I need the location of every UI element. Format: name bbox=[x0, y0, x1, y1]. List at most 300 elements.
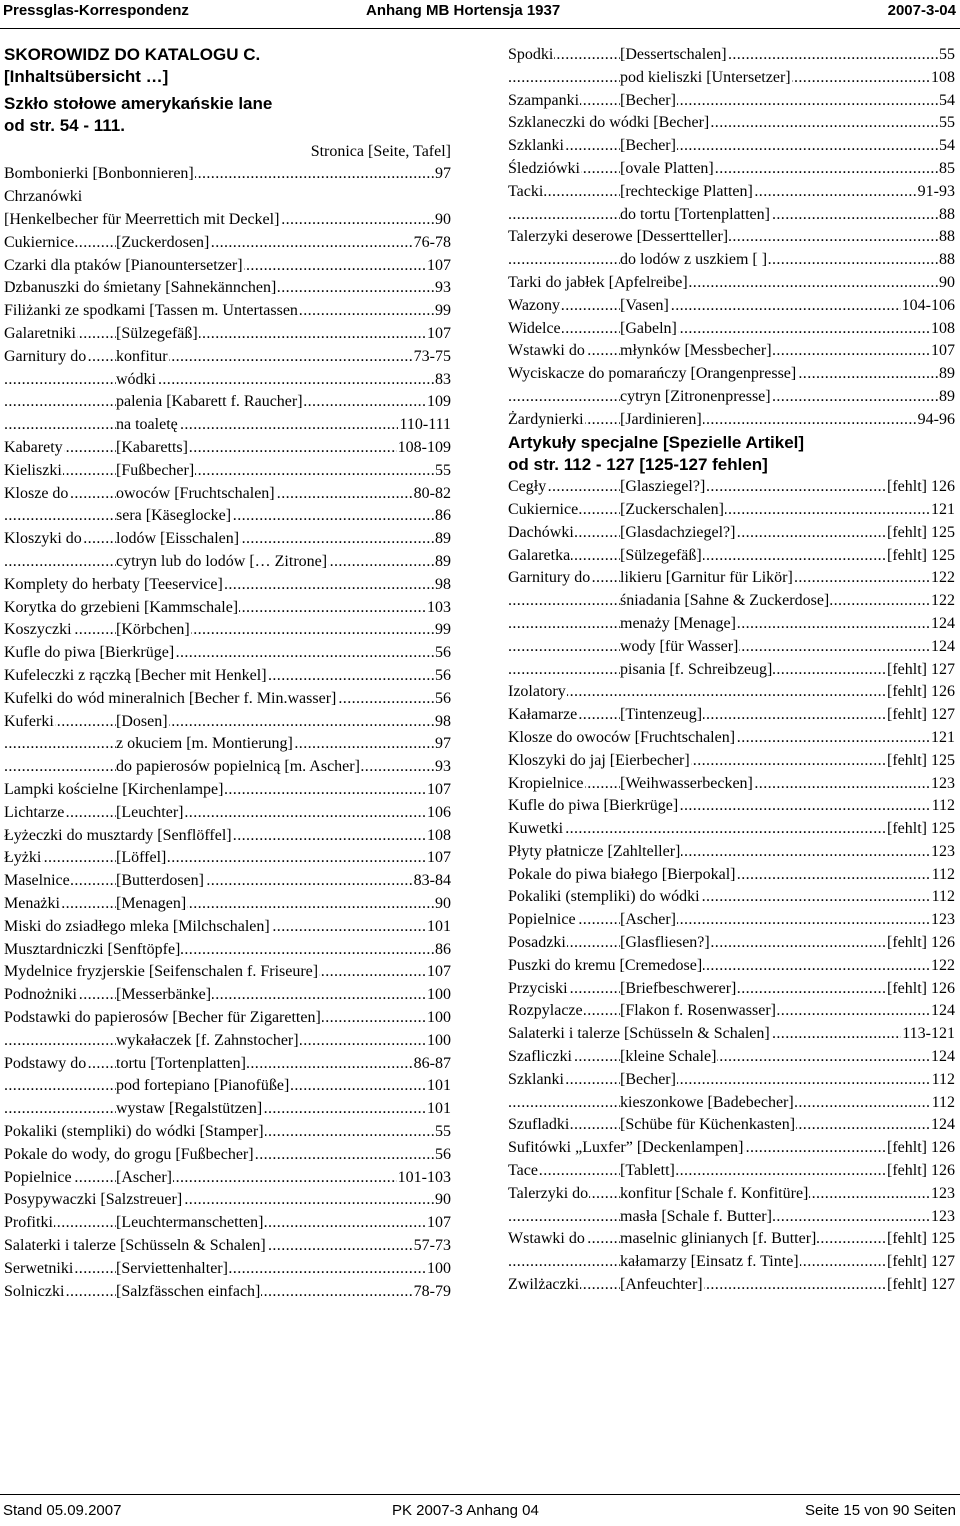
index-entry bbox=[508, 727, 955, 750]
entry-page-number: [fehlt] 125 bbox=[886, 1228, 955, 1251]
entry-subterm: [Messerbänke] bbox=[116, 984, 212, 1007]
index-entry bbox=[4, 483, 451, 506]
entry-page-number: 86-87 bbox=[413, 1053, 451, 1076]
index-entry bbox=[4, 688, 451, 711]
entry-subterm: ..... na toaletę bbox=[116, 414, 179, 437]
entry-subterm: [Jardinieren] bbox=[620, 409, 703, 432]
entry-term: ..... Łyżki bbox=[4, 847, 42, 870]
index-entry bbox=[508, 1206, 955, 1229]
entry-term: ..... Posadzki bbox=[508, 932, 567, 955]
entry-subterm: ..... masła [Schale f. Butter] bbox=[620, 1206, 773, 1229]
entry-page-number: 101 bbox=[426, 1075, 451, 1098]
index-entry bbox=[508, 1092, 955, 1115]
entry-page-number: 88 bbox=[938, 249, 955, 272]
entry-page-number: 123 bbox=[930, 841, 955, 864]
entry-subterm: [Menagen] bbox=[116, 893, 187, 916]
entry-term: ..... Pokaliki (stempliki) do wódki bbox=[508, 886, 701, 909]
entry-term: ..... Korytka do grzebieni [Kammschale] bbox=[4, 597, 239, 620]
entry-subterm: lodów [Eisschalen] bbox=[116, 528, 240, 551]
entry-page-number: 100 bbox=[426, 984, 451, 1007]
index-entry bbox=[4, 779, 451, 802]
index-entry bbox=[508, 1251, 955, 1274]
entry-subterm: [Becher] bbox=[620, 1069, 677, 1092]
entry-subterm: ..... wódki bbox=[116, 369, 157, 392]
entry-page-number: 90 bbox=[434, 1189, 451, 1212]
section-heading-special: Artykuły specjalne [Spezielle Artikel] od str. 112 - 127 [125-127 fehlen] bbox=[508, 432, 805, 474]
entry-term: ..... Kufle do piwa [Bierkrüge] bbox=[4, 642, 175, 665]
index-entry bbox=[4, 893, 451, 916]
index-entry bbox=[4, 369, 451, 392]
entry-term: ..... Talerzyki do bbox=[508, 1183, 589, 1206]
entry-subterm: ..... menaży [Menage] bbox=[620, 613, 737, 636]
index-entry bbox=[4, 1258, 451, 1281]
entry-subterm: [Zuckerschalen] bbox=[620, 499, 725, 522]
entry-page-number: 83 bbox=[434, 369, 451, 392]
entry-subterm: [kleine Schale] bbox=[620, 1046, 717, 1069]
index-entry bbox=[508, 704, 955, 727]
entry-term: ..... Lampki kościelne [Kirchenlampe] bbox=[4, 779, 224, 802]
index-entry bbox=[4, 1098, 451, 1121]
entry-subterm: ..... kałamarzy [Einsatz f. Tinte] bbox=[620, 1251, 800, 1274]
entry-subterm: [Glasdachziegel?] bbox=[620, 522, 736, 545]
entry-subterm: konfitur bbox=[116, 346, 169, 369]
entry-term: ..... Dachówki bbox=[508, 522, 575, 545]
entry-term: ..... Serwetniki bbox=[4, 1258, 74, 1281]
entry-subterm: [Butterdosen] bbox=[116, 870, 205, 893]
entry-term: ..... Wazony bbox=[508, 295, 561, 318]
index-entry bbox=[508, 818, 955, 841]
index-entry bbox=[4, 1030, 451, 1053]
entry-term: ..... Cegły bbox=[508, 476, 547, 499]
index-entry bbox=[508, 1160, 955, 1183]
entry-page-number: 78-79 bbox=[413, 1281, 451, 1304]
entry-page-number: 89 bbox=[434, 528, 451, 551]
entry-page-number: 91-93 bbox=[917, 181, 955, 204]
entry-term: ..... Talerzyki deserowe [Dessertteller] bbox=[508, 226, 729, 249]
index-entry bbox=[508, 1023, 955, 1046]
entry-page-number: 123 bbox=[930, 773, 955, 796]
index-entry bbox=[4, 756, 451, 779]
index-entry bbox=[4, 1281, 451, 1304]
index-entry bbox=[508, 567, 955, 590]
index-entry bbox=[4, 255, 451, 278]
entry-term: ..... Kufelki do wód mineralnich [Becher f. Min.wasser] bbox=[4, 688, 337, 711]
entry-page-number: 107 bbox=[930, 340, 955, 363]
index-entry bbox=[508, 750, 955, 773]
index-entry bbox=[508, 409, 955, 432]
index-entry bbox=[4, 1189, 451, 1212]
entry-page-number: 106 bbox=[426, 802, 451, 825]
index-entry bbox=[508, 1137, 955, 1160]
entry-subterm: [Löffel] bbox=[116, 847, 167, 870]
entry-term: ..... Podnożniki bbox=[4, 984, 78, 1007]
entry-subterm: ..... śniadania [Sahne & Zuckerdose] bbox=[620, 590, 830, 613]
index-entry bbox=[508, 1274, 955, 1297]
entry-term: ..... Podstawki do papierosów [Becher für Zigaretten] bbox=[4, 1007, 322, 1030]
entry-page-number: [fehlt] 125 bbox=[886, 818, 955, 841]
index-entry bbox=[508, 1069, 955, 1092]
entry-page-number: [fehlt] 127 bbox=[886, 1251, 955, 1274]
entry-subterm: [rechteckige Platten] bbox=[620, 181, 754, 204]
entry-subterm: [Dessertschalen] bbox=[620, 44, 728, 67]
index-entry bbox=[508, 1046, 955, 1069]
entry-term: ..... Kufeleczki z rączką [Becher mit Henkel] bbox=[4, 665, 268, 688]
entry-term: ..... Szklanki bbox=[508, 1069, 565, 1092]
index-entry bbox=[508, 1228, 955, 1251]
entry-term: ..... Żardynierki bbox=[508, 409, 585, 432]
index-list-left bbox=[4, 163, 451, 1303]
entry-page-number: 56 bbox=[434, 688, 451, 711]
index-entry bbox=[4, 916, 451, 939]
entry-page-number: 56 bbox=[434, 1144, 451, 1167]
entry-subterm: [Weihwasserbecken] bbox=[620, 773, 754, 796]
entry-subterm: konfitur [Schale f. Konfitüre] bbox=[620, 1183, 809, 1206]
entry-page-number: 93 bbox=[434, 277, 451, 300]
entry-subterm: [Schübe für Küchenkasten] bbox=[620, 1114, 796, 1137]
index-entry bbox=[4, 847, 451, 870]
entry-term: ..... Galaretka bbox=[508, 545, 571, 568]
header-center: Anhang MB Hortensja 1937 bbox=[366, 2, 561, 19]
entry-subterm: owoców [Fruchtschalen] bbox=[116, 483, 276, 506]
index-list-right-a bbox=[508, 44, 955, 432]
entry-term: ..... Kropielnice bbox=[508, 773, 585, 796]
index-entry bbox=[4, 323, 451, 346]
entry-page-number: 54 bbox=[938, 90, 955, 113]
entry-page-number: 55 bbox=[938, 112, 955, 135]
index-entry bbox=[508, 636, 955, 659]
index-entry bbox=[4, 1121, 451, 1144]
entry-page-number: 112 bbox=[931, 1092, 955, 1115]
entry-term: ..... Menażki bbox=[4, 893, 61, 916]
entry-term: ..... Szklanki bbox=[508, 135, 565, 158]
entry-page-number: 123 bbox=[930, 1183, 955, 1206]
entry-page-number: 94-96 bbox=[917, 409, 955, 432]
index-list-right-b bbox=[508, 476, 955, 1297]
entry-term: ..... Bombonierki [Bonbonnieren] bbox=[4, 163, 195, 186]
entry-term: ..... Widelce bbox=[508, 318, 562, 341]
entry-page-number: 107 bbox=[426, 255, 451, 278]
entry-term: ..... Płyty płatnicze [Zahlteller] bbox=[508, 841, 681, 864]
entry-term: ..... Tacki bbox=[508, 181, 544, 204]
entry-term: ..... Szafliczki bbox=[508, 1046, 573, 1069]
index-entry bbox=[508, 226, 955, 249]
index-entry bbox=[508, 363, 955, 386]
entry-term: ..... Przyciski bbox=[508, 978, 569, 1001]
entry-subterm: ..... pisania [f. Schreibzeug] bbox=[620, 659, 773, 682]
entry-page-number: 124 bbox=[930, 1046, 955, 1069]
left-column bbox=[4, 44, 451, 1303]
entry-term: ..... Cukiernice bbox=[508, 499, 579, 522]
footer-center: PK 2007-3 Anhang 04 bbox=[392, 1502, 539, 1519]
entry-subterm: ..... palenia [Kabarett f. Raucher] bbox=[116, 391, 304, 414]
entry-term: ..... Garnitury do bbox=[4, 346, 87, 369]
entry-subterm: [Anfeuchter] bbox=[620, 1274, 704, 1297]
entry-term: ..... Miski do zsiadłego mleka [Milchschalen] bbox=[4, 916, 271, 939]
entry-term: ..... Kabarety bbox=[4, 437, 64, 460]
index-entry bbox=[4, 232, 451, 255]
entry-term: ..... Galaretniki bbox=[4, 323, 77, 346]
entry-page-number: [fehlt] 126 bbox=[886, 1137, 955, 1160]
entry-page-number: 110-111 bbox=[398, 414, 451, 437]
entry-page-number: [fehlt] 125 bbox=[886, 545, 955, 568]
index-entry bbox=[508, 295, 955, 318]
entry-subterm: [Sülzegefäß] bbox=[620, 545, 703, 568]
entry-subterm: [Leuchtermanschetten] bbox=[116, 1212, 264, 1235]
entry-term: ..... Salaterki i talerze [Schüsseln & Schalen] bbox=[4, 1235, 267, 1258]
entry-subterm: [Körbchen] bbox=[116, 619, 191, 642]
entry-page-number: 90 bbox=[434, 893, 451, 916]
entry-page-number: 108 bbox=[930, 318, 955, 341]
entry-term: ..... Filiżanki ze spodkami [Tassen m. Untertassen bbox=[4, 300, 299, 323]
index-entry bbox=[4, 711, 451, 734]
entry-term: ..... Kałamarze bbox=[508, 704, 578, 727]
index-entry bbox=[4, 209, 451, 232]
index-entry bbox=[508, 44, 955, 67]
entry-page-number: [fehlt] 126 bbox=[886, 476, 955, 499]
entry-page-number: 122 bbox=[930, 955, 955, 978]
entry-page-number: 88 bbox=[938, 204, 955, 227]
entry-subterm: ..... kieszonkowe [Badebecher] bbox=[620, 1092, 795, 1115]
entry-term: ..... Śledziówki bbox=[508, 158, 581, 181]
index-entry bbox=[4, 870, 451, 893]
entry-page-number: 107 bbox=[426, 323, 451, 346]
entry-subterm: ..... do lodów z uszkiem [ ] bbox=[620, 249, 768, 272]
entry-page-number: 55 bbox=[434, 1121, 451, 1144]
index-entry bbox=[4, 642, 451, 665]
entry-page-number: 124 bbox=[930, 1114, 955, 1137]
index-entry bbox=[4, 619, 451, 642]
index-entry bbox=[4, 1075, 451, 1098]
entry-page-number: [fehlt] 125 bbox=[886, 750, 955, 773]
entry-term: ..... Izolatory bbox=[508, 681, 567, 704]
entry-term: ..... Zwilżaczki bbox=[508, 1274, 580, 1297]
index-entry bbox=[4, 733, 451, 756]
entry-page-number: 97 bbox=[434, 163, 451, 186]
entry-term: ..... [Henkelbecher für Meerrettich mit Deckel] bbox=[4, 209, 280, 232]
index-entry bbox=[4, 802, 451, 825]
entry-page-number: 112 bbox=[931, 886, 955, 909]
entry-page-number: [fehlt] 126 bbox=[886, 978, 955, 1001]
index-entry bbox=[508, 272, 955, 295]
entry-page-number: 108-109 bbox=[397, 437, 451, 460]
entry-page-number: 54 bbox=[938, 135, 955, 158]
entry-page-number: [fehlt] 127 bbox=[886, 659, 955, 682]
index-entry bbox=[4, 1235, 451, 1258]
entry-subterm: [Serviettenhalter] bbox=[116, 1258, 229, 1281]
entry-term: ..... Posypywaczki [Salzstreuer] bbox=[4, 1189, 183, 1212]
index-entry bbox=[4, 528, 451, 551]
index-entry bbox=[508, 318, 955, 341]
entry-term: ..... Dzbanuszki do śmietany [Sahnekännchen] bbox=[4, 277, 277, 300]
index-entry bbox=[508, 681, 955, 704]
entry-page-number: 103 bbox=[426, 597, 451, 620]
index-entry bbox=[4, 186, 451, 209]
entry-term: ..... Kieliszki bbox=[4, 460, 63, 483]
entry-subterm: ..... cytryn [Zitronenpresse] bbox=[620, 386, 772, 409]
entry-subterm: [Tintenzeug] bbox=[620, 704, 703, 727]
entry-page-number: [fehlt] 126 bbox=[886, 1160, 955, 1183]
entry-term: ..... Pokale do piwa białego [Bierpokal] bbox=[508, 864, 737, 887]
entry-term: ..... Wyciskacze do pomarańczy [Orangenpresse] bbox=[508, 363, 797, 386]
index-entry bbox=[508, 864, 955, 887]
entry-subterm: tortu [Tortenplatten] bbox=[116, 1053, 247, 1076]
entry-term: ..... Szufladki bbox=[508, 1114, 570, 1137]
entry-page-number: 57-73 bbox=[413, 1235, 451, 1258]
entry-subterm: ..... wody [für Wasser] bbox=[620, 636, 739, 659]
index-entry bbox=[4, 574, 451, 597]
entry-page-number: 124 bbox=[930, 636, 955, 659]
entry-page-number: 93 bbox=[434, 756, 451, 779]
entry-term: ..... Wstawki do bbox=[508, 1228, 586, 1251]
entry-term: ..... Garnitury do bbox=[508, 567, 591, 590]
section-heading-tableware: Szkło stołowe amerykańskie lane od str. 54 - 111. bbox=[4, 93, 273, 135]
entry-term: ..... Rozpylacze bbox=[508, 1000, 584, 1023]
entry-page-number: 89 bbox=[938, 386, 955, 409]
index-entry bbox=[508, 613, 955, 636]
entry-page-number: 90 bbox=[434, 209, 451, 232]
index-entry bbox=[4, 1053, 451, 1076]
entry-term: ..... Popielnice bbox=[4, 1167, 73, 1190]
entry-page-number: 112 bbox=[931, 795, 955, 818]
entry-subterm: ..... do tortu [Tortenplatten] bbox=[620, 204, 771, 227]
entry-page-number: 107 bbox=[426, 779, 451, 802]
entry-subterm: ..... do papierosów popielnicą [m. Ascher] bbox=[116, 756, 361, 779]
index-entry bbox=[4, 551, 451, 574]
entry-page-number: 100 bbox=[426, 1007, 451, 1030]
entry-page-number: 85 bbox=[938, 158, 955, 181]
entry-term: ..... Kloszyki do jaj [Eierbecher] bbox=[508, 750, 691, 773]
index-entry bbox=[508, 590, 955, 613]
entry-page-number: 107 bbox=[426, 1212, 451, 1235]
entry-page-number: 121 bbox=[930, 727, 955, 750]
index-entry bbox=[508, 773, 955, 796]
index-entry bbox=[508, 1000, 955, 1023]
entry-term: ..... Profitki bbox=[4, 1212, 54, 1235]
entry-page-number: 55 bbox=[434, 460, 451, 483]
entry-page-number: 90 bbox=[938, 272, 955, 295]
index-entry bbox=[508, 955, 955, 978]
entry-subterm: [Flakon f. Rosenwasser] bbox=[620, 1000, 777, 1023]
entry-subterm: ..... wykałaczek [f. Zahnstocher] bbox=[116, 1030, 300, 1053]
page-footer bbox=[0, 1494, 960, 1526]
entry-term: ..... Kloszyki do bbox=[4, 528, 83, 551]
entry-term: ..... Mydelnice fryzjerskie [Seifenschalen f. Friseure] bbox=[4, 961, 319, 984]
index-entry bbox=[508, 978, 955, 1001]
entry-term: ..... Sufitówki „Luxfer” [Deckenlampen] bbox=[508, 1137, 744, 1160]
entry-subterm: młynków [Messbecher] bbox=[620, 340, 773, 363]
index-entry bbox=[4, 825, 451, 848]
index-entry bbox=[4, 391, 451, 414]
entry-page-number: 76-78 bbox=[413, 232, 451, 255]
index-entry bbox=[508, 249, 955, 272]
entry-page-number: 101 bbox=[426, 916, 451, 939]
index-entry bbox=[4, 300, 451, 323]
entry-page-number: 108 bbox=[426, 825, 451, 848]
right-column bbox=[508, 44, 955, 1297]
entry-term: ..... Komplety do herbaty [Teeservice] bbox=[4, 574, 224, 597]
entry-term: Chrzanówki bbox=[4, 186, 83, 209]
entry-term: ..... Pokale do wody, do grogu [Fußbecher] bbox=[4, 1144, 255, 1167]
entry-term: ..... Szklaneczki do wódki [Becher] bbox=[508, 112, 710, 135]
entry-term: ..... Kuferki bbox=[4, 711, 55, 734]
index-entry bbox=[508, 932, 955, 955]
entry-subterm: ..... cytryn lub do lodów [… Zitrone] bbox=[116, 551, 328, 574]
entry-subterm: [Ascher] bbox=[116, 1167, 173, 1190]
entry-term: ..... Lichtarze bbox=[4, 802, 65, 825]
entry-page-number: 89 bbox=[938, 363, 955, 386]
entry-term: ..... Kuwetki bbox=[508, 818, 564, 841]
index-entry bbox=[4, 437, 451, 460]
entry-term: ..... Salaterki i talerze [Schüsseln & Schalen] bbox=[508, 1023, 771, 1046]
entry-term: ..... Musztardniczki [Senftöpfe] bbox=[4, 939, 181, 962]
entry-page-number: [fehlt] 127 bbox=[886, 1274, 955, 1297]
index-entry bbox=[4, 460, 451, 483]
entry-page-number: 56 bbox=[434, 665, 451, 688]
entry-page-number: 99 bbox=[434, 300, 451, 323]
page-header bbox=[0, 0, 960, 29]
entry-term: ..... Podstawy do bbox=[4, 1053, 87, 1076]
index-entry bbox=[508, 158, 955, 181]
entry-page-number: 101-103 bbox=[397, 1167, 451, 1190]
entry-term: ..... Klosze do owoców [Fruchtschalen] bbox=[508, 727, 736, 750]
entry-subterm: likieru [Garnitur für Likör] bbox=[620, 567, 794, 590]
entry-term: ..... Cukiernice bbox=[4, 232, 75, 255]
index-entry bbox=[508, 135, 955, 158]
entry-subterm: ..... wystaw [Regalstützen] bbox=[116, 1098, 263, 1121]
index-entry bbox=[508, 499, 955, 522]
entry-subterm: [Vasen] bbox=[620, 295, 670, 318]
entry-page-number: 108 bbox=[930, 67, 955, 90]
index-entry bbox=[4, 597, 451, 620]
entry-page-number: 124 bbox=[930, 1000, 955, 1023]
entry-term: ..... Maselnice bbox=[4, 870, 71, 893]
entry-subterm: [Glasfliesen?] bbox=[620, 932, 711, 955]
index-entry bbox=[4, 939, 451, 962]
index-entry bbox=[4, 505, 451, 528]
entry-page-number: 122 bbox=[930, 567, 955, 590]
entry-term: ..... Pokaliki (stempliki) do wódki [Stamper] bbox=[4, 1121, 265, 1144]
entry-page-number: 121 bbox=[930, 499, 955, 522]
entry-subterm: [Becher] bbox=[620, 90, 677, 113]
index-entry bbox=[508, 522, 955, 545]
index-entry bbox=[4, 346, 451, 369]
entry-page-number: 113-121 bbox=[901, 1023, 955, 1046]
index-entry bbox=[508, 204, 955, 227]
index-entry bbox=[508, 1114, 955, 1137]
entry-subterm: [Becher] bbox=[620, 135, 677, 158]
entry-term: ..... Szampanki bbox=[508, 90, 580, 113]
index-entry bbox=[508, 476, 955, 499]
index-entry bbox=[4, 1007, 451, 1030]
entry-page-number: 123 bbox=[930, 909, 955, 932]
entry-page-number: 100 bbox=[426, 1030, 451, 1053]
entry-page-number: 112 bbox=[931, 864, 955, 887]
footer-left: Stand 05.09.2007 bbox=[3, 1502, 122, 1519]
index-entry bbox=[508, 386, 955, 409]
entry-page-number: 100 bbox=[426, 1258, 451, 1281]
entry-page-number: 97 bbox=[434, 733, 451, 756]
index-entry bbox=[4, 414, 451, 437]
index-entry bbox=[4, 163, 451, 186]
index-entry bbox=[508, 1183, 955, 1206]
entry-subterm: [Gabeln] bbox=[620, 318, 678, 341]
index-entry bbox=[4, 1212, 451, 1235]
index-entry bbox=[4, 665, 451, 688]
entry-subterm: ..... pod kieliszki [Untersetzer] bbox=[620, 67, 792, 90]
entry-page-number: [fehlt] 125 bbox=[886, 522, 955, 545]
entry-page-number: 86 bbox=[434, 939, 451, 962]
entry-page-number: 98 bbox=[434, 574, 451, 597]
